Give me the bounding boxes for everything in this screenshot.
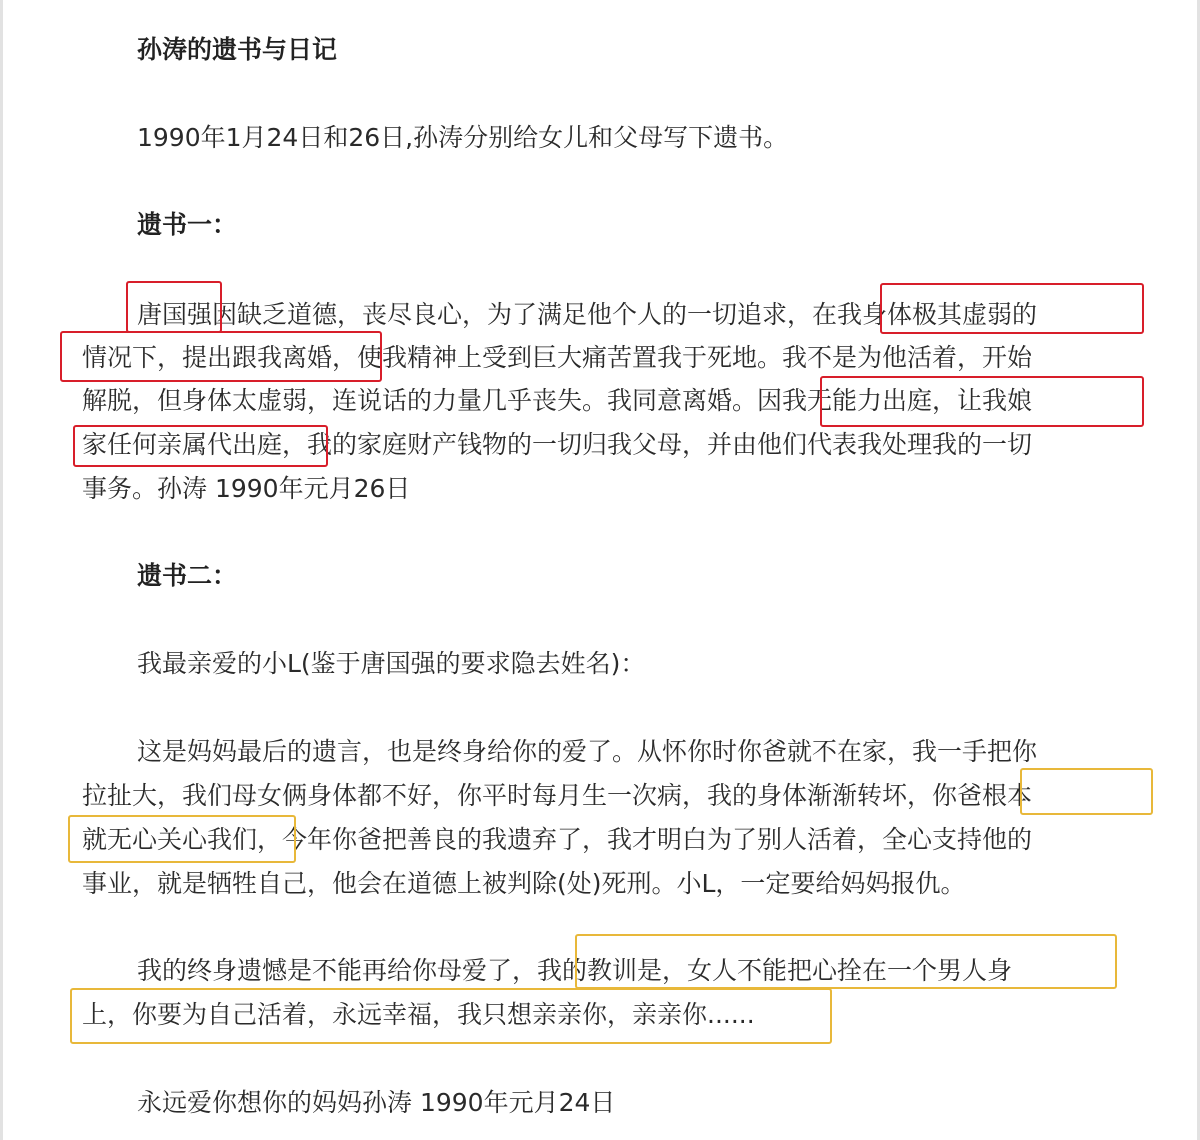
- red-highlight-box: [880, 283, 1144, 334]
- yellow-highlight-box: [70, 988, 832, 1044]
- letter2-line: 我的终身遗憾是不能再给你母爱了，我的教训是，女人不能把心拴在一个男人身: [137, 956, 1013, 985]
- yellow-highlight-box: [1020, 768, 1153, 815]
- red-highlight-box: [820, 376, 1144, 427]
- letter2-line: 这是妈妈最后的遗言，也是终身给你的爱了。从怀你时你爸就不在家，我一手把你: [137, 737, 1038, 766]
- red-highlight-box: [73, 425, 328, 467]
- letter2-line: 拉扯大，我们母女俩身体都不好，你平时每月生一次病，我的身体渐渐转坏，你爸根本: [82, 781, 1033, 810]
- letter2-heading: 遗书二：: [137, 561, 238, 590]
- letter2-signature: 永远爱你想你的妈妈孙涛 1990年元月24日: [137, 1088, 616, 1117]
- letter1-line: 事务。孙涛 1990年元月26日: [82, 474, 411, 503]
- document-title: 孙涛的遗书与日记: [137, 35, 338, 64]
- letter1-heading: 遗书一：: [137, 210, 238, 239]
- red-highlight-box: [126, 281, 222, 333]
- letter1-line: 解脱，但身体太虚弱，连说话的力量几乎丧失。我同意离婚。因我无能力出庭，让我娘: [82, 386, 1033, 415]
- yellow-highlight-box: [575, 934, 1117, 989]
- page-edge-left: [0, 0, 3, 1140]
- letter1-line: 家任何亲属代出庭，我的家庭财产钱物的一切归我父母，并由他们代表我处理我的一切: [82, 430, 1033, 459]
- letter2-line: 就无心关心我们，今年你爸把善良的我遗弃了，我才明白为了别人活着，全心支持他的: [82, 825, 1033, 854]
- letter1-line: 情况下，提出跟我离婚，使我精神上受到巨大痛苦置我于死地。我不是为他活着，开始: [82, 343, 1033, 372]
- letter1-line: 唐国强因缺乏道德，丧尽良心，为了满足他个人的一切追求，在我身体极其虚弱的: [137, 300, 1038, 329]
- red-highlight-box: [60, 331, 382, 382]
- intro-text: 1990年1月24日和26日,孙涛分别给女儿和父母写下遗书。: [137, 123, 789, 152]
- letter2-salutation: 我最亲爱的小L(鉴于唐国强的要求隐去姓名)：: [137, 649, 646, 678]
- letter2-line: 上，你要为自己活着，永远幸福，我只想亲亲你，亲亲你......: [82, 1000, 755, 1029]
- yellow-highlight-box: [68, 815, 296, 863]
- letter2-line: 事业，就是牺牲自己，他会在道德上被判除(处)死刑。小L，一定要给妈妈报仇。: [82, 869, 966, 898]
